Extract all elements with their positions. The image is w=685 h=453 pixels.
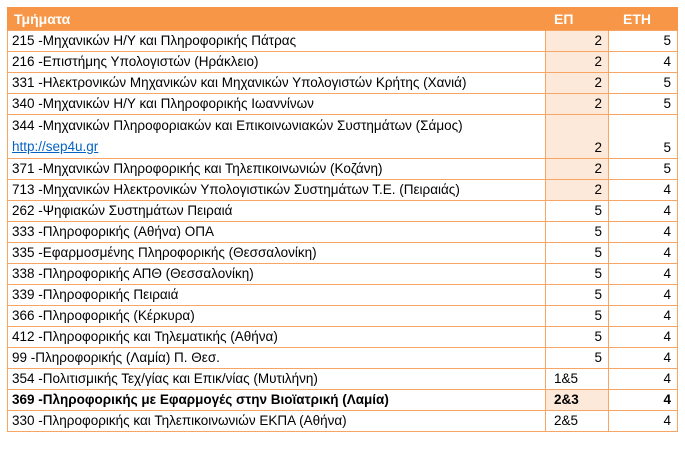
ep-value: 5 (546, 285, 609, 306)
table-row (8, 73, 678, 94)
ep-value: 2 (546, 52, 609, 73)
eth-value: 4 (609, 264, 678, 285)
eth-value: 5 (609, 31, 678, 52)
ep-value: 2 (546, 180, 609, 201)
department-name: 354 -Πολιτισμικής Τεχ/γίας και Επικ/νίας (Μυτιλήνη) (8, 369, 546, 390)
table-row (8, 285, 678, 306)
table-row (8, 159, 678, 180)
eth-value: 4 (609, 369, 678, 390)
ep-value: 5 (546, 348, 609, 369)
ep-value: 2&3 (546, 390, 609, 411)
eth-value: 5 (609, 115, 678, 159)
department-name: 335 -Εφαρμοσμένης Πληροφορικής (Θεσσαλονίκη) (8, 243, 546, 264)
eth-value: 4 (609, 222, 678, 243)
header-departments: Τμήματα (8, 7, 546, 31)
ep-value: 5 (546, 264, 609, 285)
ep-value: 2 (546, 159, 609, 180)
ep-value: 2 (546, 94, 609, 115)
eth-value: 5 (609, 73, 678, 94)
table-row (8, 31, 678, 52)
table-row (8, 264, 678, 285)
eth-value: 4 (609, 52, 678, 73)
department-name: 99 -Πληροφορικής (Λαμία) Π. Θεσ. (8, 348, 546, 369)
table-row (8, 201, 678, 222)
table-row (8, 390, 678, 411)
eth-value: 5 (609, 159, 678, 180)
ep-value: 5 (546, 222, 609, 243)
department-name: 216 -Επιστήμης Υπολογιστών (Ηράκλειο) (8, 52, 546, 73)
department-name: 713 -Μηχανικών Ηλεκτρονικών Υπολογιστικών Συστημάτων Τ.Ε. (Πειραιάς) (8, 180, 546, 201)
ep-value: 1&5 (546, 369, 609, 390)
ep-value: 2 (546, 31, 609, 52)
table-row (8, 243, 678, 264)
department-name: 330 -Πληροφορικής και Τηλεπικοινωνιών ΕΚΠΑ (Αθήνα) (8, 411, 546, 432)
department-name: 369 -Πληροφορικής με Εφαρμογές στην Βιοϊατρική (Λαμία) (8, 390, 546, 411)
table-row (8, 411, 678, 432)
table-row (8, 115, 678, 159)
department-name-cell (8, 115, 546, 159)
department-name: 333 -Πληροφορικής (Αθήνα) ΟΠΑ (8, 222, 546, 243)
table-row (8, 180, 678, 201)
eth-value: 4 (609, 201, 678, 222)
ep-value: 5 (546, 243, 609, 264)
eth-value: 4 (609, 411, 678, 432)
department-name: 215 -Μηχανικών Η/Υ και Πληροφορικής Πάτρας (8, 31, 546, 52)
header-row (8, 7, 678, 31)
table-row (8, 52, 678, 73)
department-name: 339 -Πληροφορικής Πειραιά (8, 285, 546, 306)
table-row (8, 222, 678, 243)
ep-value: 5 (546, 306, 609, 327)
department-name: 331 -Ηλεκτρονικών Μηχανικών και Μηχανικών Υπολογιστών Κρήτης (Χανιά) (8, 73, 546, 94)
ep-value: 5 (546, 201, 609, 222)
eth-value: 4 (609, 327, 678, 348)
table-row (8, 348, 678, 369)
ep-value: 2&5 (546, 411, 609, 432)
table-row (8, 94, 678, 115)
ep-value: 2 (546, 73, 609, 94)
department-name: 340 -Μηχανικών Η/Υ και Πληροφορικής Ιωαννίνων (8, 94, 546, 115)
table-row (8, 369, 678, 390)
header-ep: ΕΠ (546, 7, 609, 31)
table-row (8, 306, 678, 327)
eth-value: 4 (609, 306, 678, 327)
sep4u-link[interactable]: http://sep4u.gr (12, 139, 99, 154)
department-name: 262 -Ψηφιακών Συστημάτων Πειραιά (8, 201, 546, 222)
department-name: 344 -Μηχανικών Πληροφοριακών και Επικοινωνιακών Συστημάτων (Σάμος) (12, 118, 463, 133)
department-name: 338 -Πληροφορικής ΑΠΘ (Θεσσαλονίκη) (8, 264, 546, 285)
eth-value: 4 (609, 390, 678, 411)
department-name: 366 -Πληροφορικής (Κέρκυρα) (8, 306, 546, 327)
eth-value: 4 (609, 180, 678, 201)
header-eth: ΕΤΗ (609, 7, 678, 31)
eth-value: 4 (609, 243, 678, 264)
eth-value: 4 (609, 348, 678, 369)
table-row (8, 327, 678, 348)
eth-value: 4 (609, 285, 678, 306)
ep-value: 2 (546, 115, 609, 159)
departments-table (7, 7, 678, 432)
department-name: 412 -Πληροφορικής και Τηλεματικής (Αθήνα) (8, 327, 546, 348)
department-name: 371 -Μηχανικών Πληροφορικής και Τηλεπικοινωνιών (Κοζάνη) (8, 159, 546, 180)
eth-value: 5 (609, 94, 678, 115)
ep-value: 5 (546, 327, 609, 348)
